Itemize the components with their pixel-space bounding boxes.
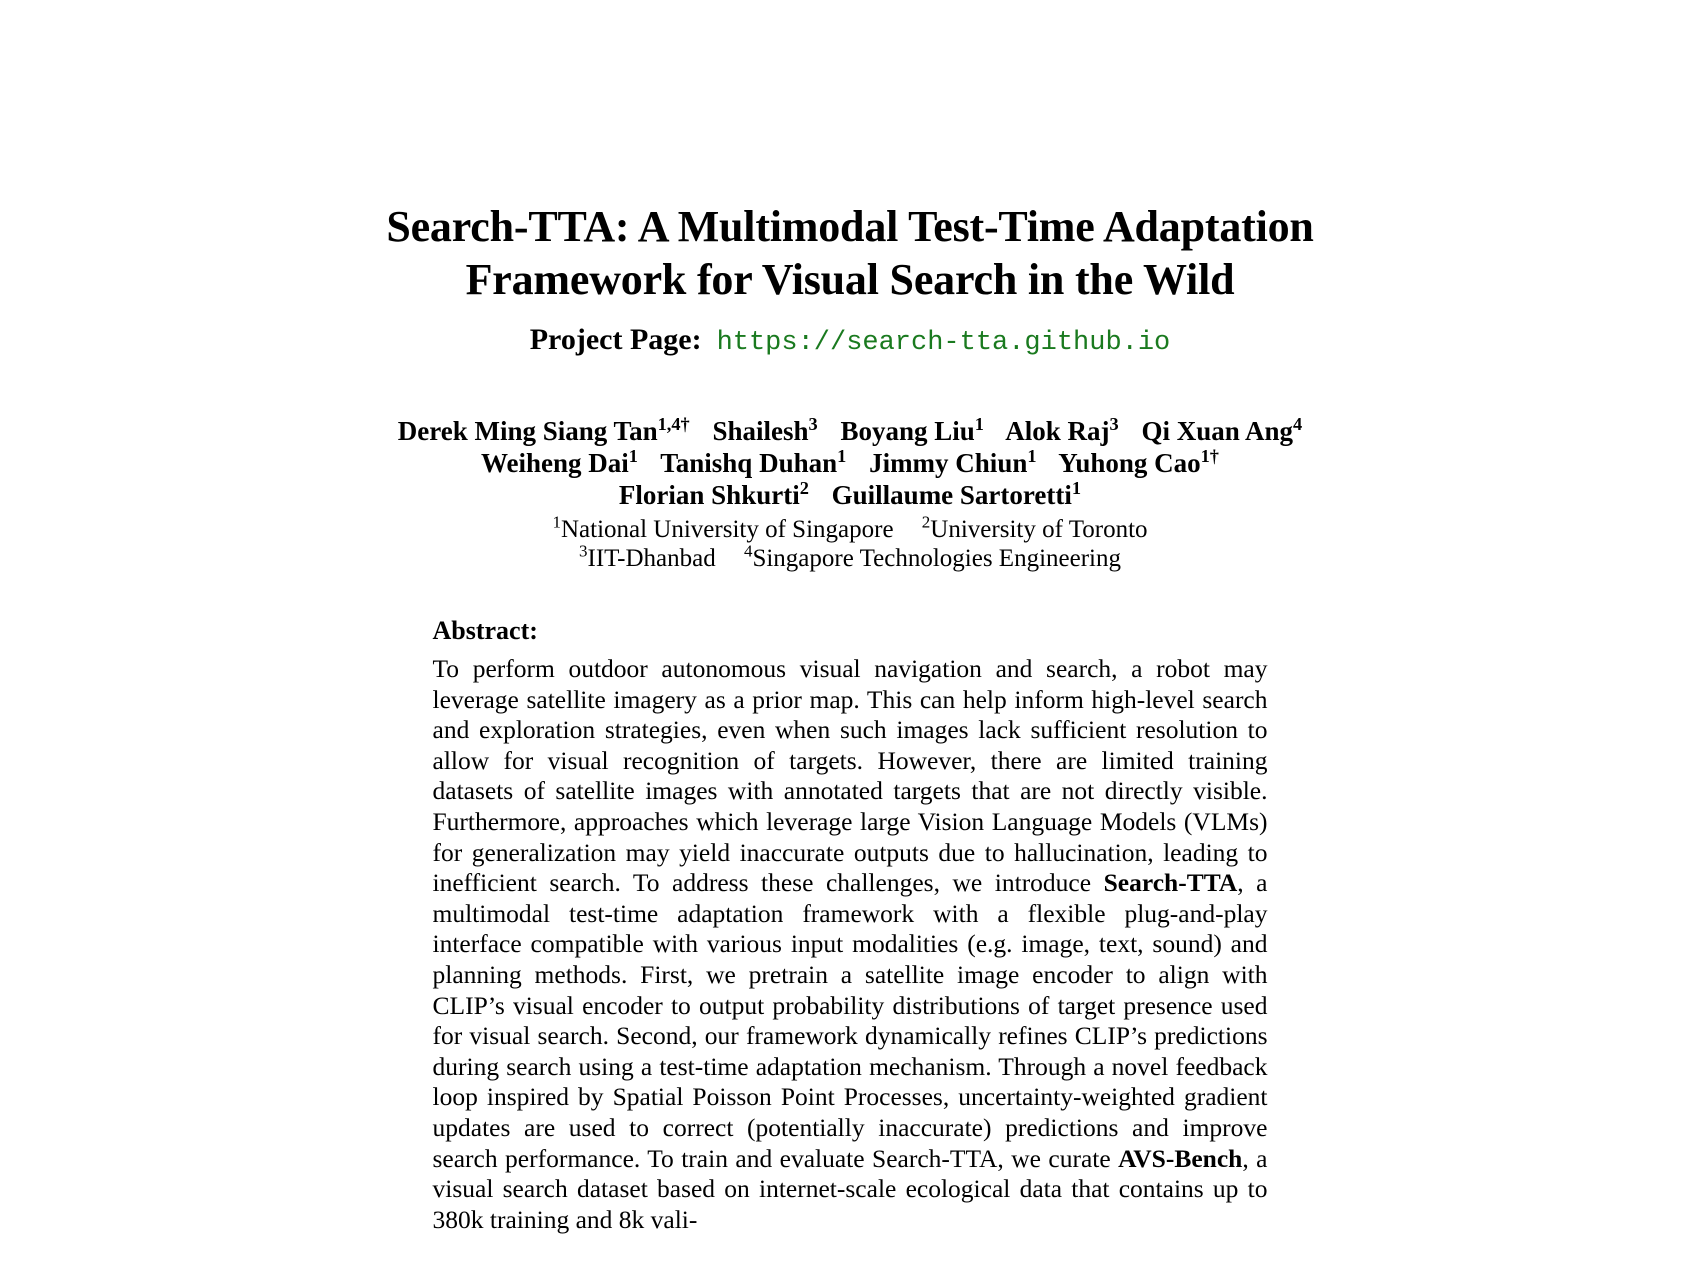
affiliation-line-1 [0, 512, 1700, 544]
author-name: Weiheng Dai [481, 448, 629, 478]
page-title: Search-TTA: A Multimodal Test-Time Adaptation Framework for Visual Search in the Wild [386, 202, 1314, 304]
affiliation-line-2 [0, 541, 1700, 573]
author-affiliation-marker: 1 [628, 446, 638, 466]
project-page-label: Project Page: [529, 323, 702, 356]
affiliation-name: IIT-Dhanbad [587, 545, 716, 572]
abstract-term: AVS-Bench [1118, 1143, 1243, 1173]
author-line-3 [0, 480, 1700, 510]
author-affiliation-marker: 1 [974, 414, 984, 434]
author-block [0, 416, 1700, 573]
affiliation-block [0, 512, 1700, 573]
abstract-text: , a multimodal test-time adaptation framework with a flexible plug-and-play interface compatible with various input modalities (e.g. image, text, sound) and planning methods. First, we pretrain a satellite image encoder to align with CLIP’s visual encoder to output probability distributions of target presence used for visual search. Second, our framework dynamically refines CLIP’s predictions during search using a test-time adaptation mechanism. Through a novel feedback loop inspired by Spatial Poisson Point Processes, uncertainty-weighted gradient updates are used to correct (potentially inaccurate) predictions and improve search performance. To train and evaluate Search-TTA, we curate [432, 868, 1268, 1173]
author-affiliation-marker: 4 [1293, 414, 1303, 434]
abstract-section [433, 616, 1268, 1235]
author-line-1 [0, 416, 1700, 446]
affiliation-marker: 3 [579, 541, 588, 561]
title-block [0, 200, 1700, 306]
author-affiliation-marker: 1 [1071, 478, 1082, 498]
author-name: Derek Ming Siang Tan [397, 416, 658, 446]
abstract-body [433, 654, 1268, 1235]
author-name: Florian Shkurti [618, 480, 800, 510]
affiliation-marker: 1 [552, 512, 561, 532]
abstract-term: Search-TTA [1103, 868, 1238, 898]
abstract-text: , a visual search dataset based on internet-scale ecological data that contains up to 380k training and 8k vali- [432, 1143, 1268, 1234]
affiliation-name: Singapore Technologies Engineering [752, 545, 1121, 572]
project-page-link[interactable]: https://search-tta.github.io [716, 328, 1171, 358]
affiliation-name: University of Toronto [930, 516, 1148, 543]
abstract-text: To perform outdoor autonomous visual navigation and search, a robot may leverage satellite imagery as a prior map. This can help inform high-level search and exploration strategies, even when such images lack sufficient resolution to allow for visual recognition of targets. However, there are limited training datasets of satellite images with annotated targets that are not directly visible. Furthermore, approaches which leverage large Vision Language Models (VLMs) for generalization may yield inaccurate outputs due to hallucination, leading to inefficient search. To address these challenges, we introduce [432, 654, 1268, 898]
author-affiliation-marker: 1† [1200, 446, 1219, 466]
author-affiliation-marker: 1 [837, 446, 847, 466]
author-affiliation-marker: 1,4† [657, 414, 690, 434]
affiliation-name: National University of Singapore [560, 516, 894, 543]
author-name: Alok Raj [1005, 416, 1110, 446]
author-name: Qi Xuan Ang [1141, 416, 1294, 446]
author-name: Jimmy Chiun [869, 448, 1028, 478]
author-name: Tanishq Duhan [660, 448, 838, 478]
author-name: Guillaume Sartoretti [831, 480, 1072, 510]
author-affiliation-marker: 1 [1027, 446, 1037, 466]
author-affiliation-marker: 3 [1109, 414, 1119, 434]
project-page-line [0, 322, 1700, 361]
author-name: Shailesh [712, 416, 809, 446]
author-name: Yuhong Cao [1058, 448, 1201, 478]
author-name: Boyang Liu [840, 416, 975, 446]
author-affiliation-marker: 3 [808, 414, 818, 434]
abstract-heading: Abstract: [432, 616, 538, 645]
author-line-2 [0, 448, 1700, 478]
author-affiliation-marker: 2 [799, 478, 809, 498]
affiliation-marker: 4 [743, 541, 753, 561]
affiliation-marker: 2 [921, 512, 931, 532]
